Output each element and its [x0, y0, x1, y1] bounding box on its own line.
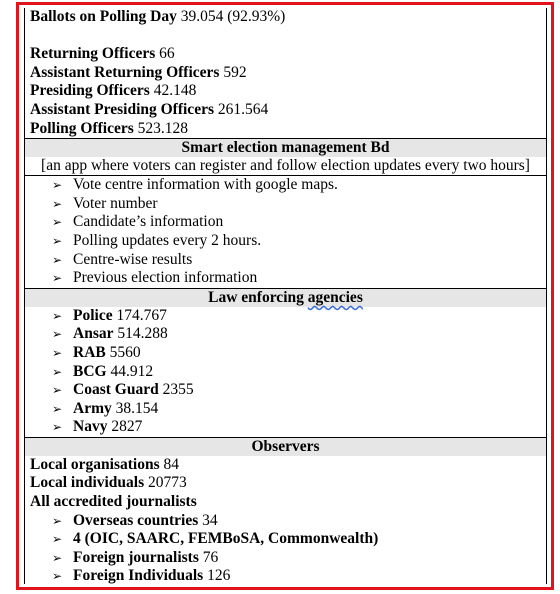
document-frame: [16, 2, 554, 590]
arrowhead-bullet-icon: ➢: [52, 532, 63, 547]
observer-row: Local organisations 84: [30, 455, 179, 473]
list-item: ➢ Previous election information: [52, 269, 258, 287]
arrowhead-bullet-icon: ➢: [52, 308, 63, 323]
officer-value: 42.148: [153, 82, 197, 100]
list-item: ➢ 4 (OIC, SAARC, FEMBoSA, Commonwealth): [52, 530, 379, 548]
officer-row: [25, 101, 546, 120]
arrowhead-bullet-icon: ➢: [52, 327, 63, 342]
list-item: ➢ Foreign journalists 76: [52, 548, 219, 566]
officer-label: Returning Officers: [30, 45, 156, 63]
spacer: [25, 27, 546, 46]
list-item: ➢ Coast Guard 2355: [52, 381, 194, 399]
officer-label: Presiding Officers: [30, 82, 150, 100]
list-item: ➢ Ansar 514.288: [52, 325, 168, 343]
arrowhead-bullet-icon: ➢: [52, 550, 63, 565]
arrowhead-bullet-icon: ➢: [52, 364, 63, 379]
officer-label: Assistant Returning Officers: [30, 63, 220, 81]
list-item: ➢ Polling updates every 2 hours.: [52, 231, 262, 249]
smart-app-subtitle: [an app where voters can register and follow election updates every two hours]: [25, 157, 546, 176]
law-heading: Law enforcing agencies: [25, 288, 546, 307]
arrowhead-bullet-icon: ➢: [52, 178, 63, 193]
arrowhead-bullet-icon: ➢: [52, 252, 63, 267]
arrowhead-bullet-icon: ➢: [52, 345, 63, 360]
officer-label: Assistant Presiding Officers: [30, 100, 214, 118]
arrowhead-bullet-icon: ➢: [52, 569, 63, 584]
arrowhead-bullet-icon: ➢: [52, 420, 63, 435]
observer-row: Local individuals 20773: [30, 474, 187, 492]
list-item: ➢ Voter number: [52, 194, 158, 212]
list-item: ➢ Police 174.767: [52, 306, 167, 324]
officer-row: [25, 45, 546, 64]
arrowhead-bullet-icon: ➢: [52, 513, 63, 528]
list-item: ➢ BCG 44.912: [52, 362, 154, 380]
officer-value: 261.564: [217, 100, 269, 118]
officer-value: 66: [159, 45, 175, 63]
officer-label: Polling Officers: [30, 119, 134, 137]
officer-value: 592: [223, 63, 247, 81]
officer-row: [25, 64, 546, 83]
list-item: ➢ RAB 5560: [52, 343, 141, 361]
officer-row: [25, 82, 546, 101]
officer-value: 523.128: [137, 119, 188, 137]
list-item: ➢ Centre-wise results: [52, 250, 193, 268]
list-item: ➢ Army 38.154: [52, 399, 159, 417]
list-item: ➢ Navy 2827: [52, 418, 143, 436]
list-item: ➢ Overseas countries 34: [52, 511, 218, 529]
arrowhead-bullet-icon: ➢: [52, 196, 63, 211]
arrowhead-bullet-icon: ➢: [52, 401, 63, 416]
arrowhead-bullet-icon: ➢: [52, 233, 63, 248]
list-item: ➢ Foreign Individuals 126: [52, 567, 231, 585]
observers-heading: Observers: [25, 437, 546, 456]
ballots-row: [25, 8, 546, 27]
arrowhead-bullet-icon: ➢: [52, 383, 63, 398]
ballots-value: 39.054 (92.93%): [180, 8, 286, 25]
arrowhead-bullet-icon: ➢: [52, 215, 63, 230]
list-item: ➢ Vote centre information with google maps.: [52, 176, 338, 194]
ballots-label: Ballots on Polling Day: [30, 8, 177, 25]
arrowhead-bullet-icon: ➢: [52, 271, 63, 286]
list-item: ➢ Candidate’s information: [52, 213, 224, 231]
spellcheck-underlined-word: agencies: [307, 288, 363, 306]
smart-app-heading: Smart election management Bd: [25, 138, 546, 157]
observer-row: All accredited journalists: [30, 493, 197, 511]
document-table: [24, 8, 547, 584]
officer-row: [25, 120, 546, 139]
